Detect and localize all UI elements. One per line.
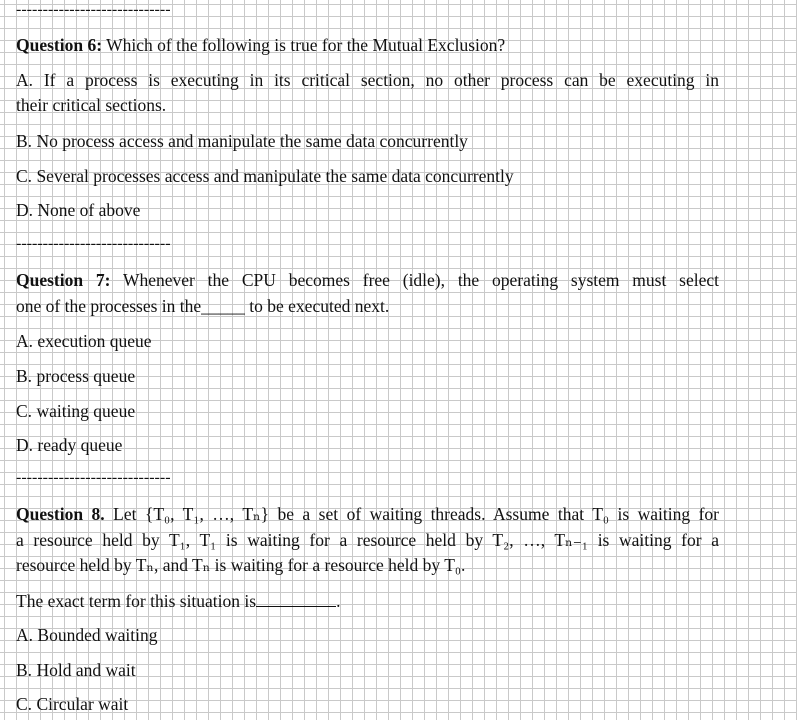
q6-option-d: D. None of above [16, 200, 141, 220]
q7-blank: _____ [201, 296, 245, 316]
q8-stem-line2: a resource held by T₁, T₁ is waiting for a resource held by T₂, …, Tₙ₋₁ is waiting for a [16, 530, 719, 550]
q6-stem-text: Which of the following is true for the Mutual Exclusion? [106, 35, 506, 55]
q8-stem-line3: resource held by Tₙ, and Tₙ is waiting for a resource held by T₀. [16, 555, 466, 575]
q8-prompt: The exact term for this situation is . [16, 591, 341, 611]
q8-option-b: B. Hold and wait [16, 660, 136, 680]
q8-blank [256, 590, 336, 607]
q6-option-c: C. Several processes access and manipulate the same data concurrently [16, 166, 514, 186]
q7-option-c: C. waiting queue [16, 401, 136, 421]
q8-option-a: A. Bounded waiting [16, 625, 158, 645]
q8-option-c: C. Circular wait [16, 694, 129, 714]
q6-option-a: A. If a process is executing in its critical section, no other process can be executing in [16, 70, 720, 90]
q8-label: Question 8. [16, 504, 105, 524]
separator-q7: ----------------------------- [16, 235, 171, 252]
q7-stem: Question 7: Whenever the CPU becomes free (idle), the operating system must select [16, 270, 719, 290]
q6-label: Question 6: [16, 35, 103, 55]
q8-stem: Question 8. Let {T₀, T₁, …, Tₙ} be a set of waiting threads. Assume that T₀ is waiting for [16, 504, 719, 524]
q6-stem [16, 34, 505, 56]
separator-q8: ----------------------------- [16, 469, 171, 486]
separator-top: ----------------------------- [16, 1, 171, 18]
q7-option-d: D. ready queue [16, 435, 123, 455]
q7-option-b: B. process queue [16, 366, 136, 386]
q6-option-a-cont: their critical sections. [16, 95, 167, 115]
q7-option-a: A. execution queue [16, 331, 152, 351]
q6-option-b: B. No process access and manipulate the same data concurrently [16, 131, 468, 151]
q7-stem-cont: one of the processes in the_____ to be executed next. [16, 296, 390, 316]
q7-label: Question 7: [16, 270, 111, 290]
